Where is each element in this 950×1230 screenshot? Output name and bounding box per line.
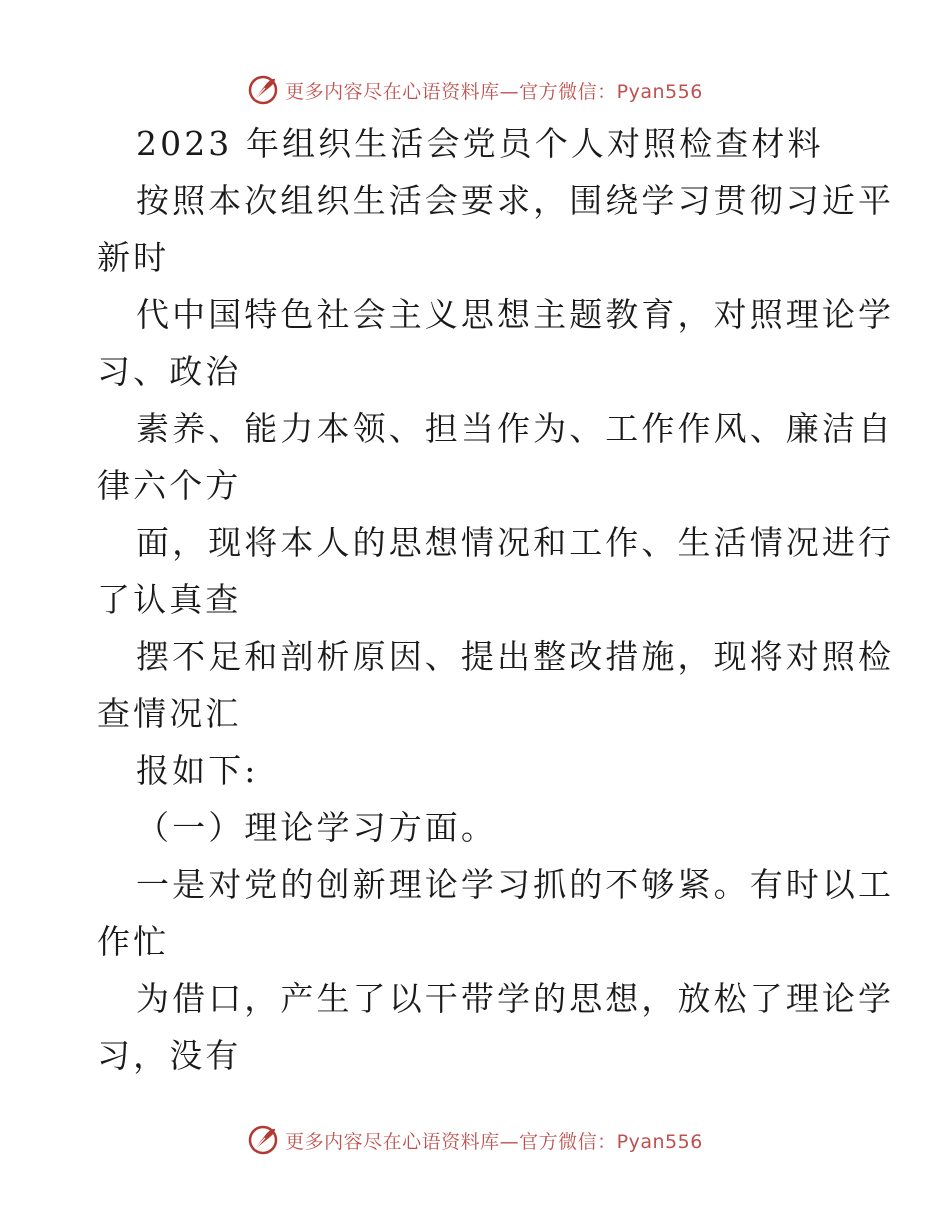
paragraph-line: 一是对党的创新理论学习抓的不够紧。有时以工 [136,865,895,904]
quill-pen-logo-icon [247,1124,279,1156]
paragraph-line: 新时 [97,238,170,277]
section-heading: （一）理论学习方面。 [136,808,497,847]
header-banner-text: 更多内容尽在心语资料库—官方微信：Pyan556 [285,80,703,103]
footer-banner [0,1120,950,1160]
paragraph-line: 按照本次组织生活会要求，围绕学习贯彻习近平 [136,181,895,220]
paragraph-line: 作忙 [97,922,170,961]
paragraph-line: 为借口，产生了以干带学的思想，放松了理论学 [136,979,895,1018]
paragraph-line: 报如下: [136,751,259,790]
paragraph-line: 习，没有 [97,1036,242,1075]
quill-pen-logo-icon [247,74,279,106]
header-banner [0,70,950,110]
paragraph-line: 了认真查 [97,580,242,619]
paragraph-line: 查情况汇 [97,694,242,733]
paragraph-line: 面，现将本人的思想情况和工作、生活情况进行 [136,523,895,562]
footer-banner-text: 更多内容尽在心语资料库—官方微信：Pyan556 [285,1130,703,1153]
paragraph-line: 律六个方 [97,466,242,505]
document-body [0,115,950,1084]
paragraph-line: 习、政治 [97,352,242,391]
paragraph-line: 素养、能力本领、担当作为、工作作风、廉洁自 [136,409,895,448]
paragraph-line: 摆不足和剖析原因、提出整改措施，现将对照检 [136,637,895,676]
paragraph-line: 代中国特色社会主义思想主题教育，对照理论学 [136,295,895,334]
document-title: 2023 年组织生活会党员个人对照检查材料 [136,124,824,163]
